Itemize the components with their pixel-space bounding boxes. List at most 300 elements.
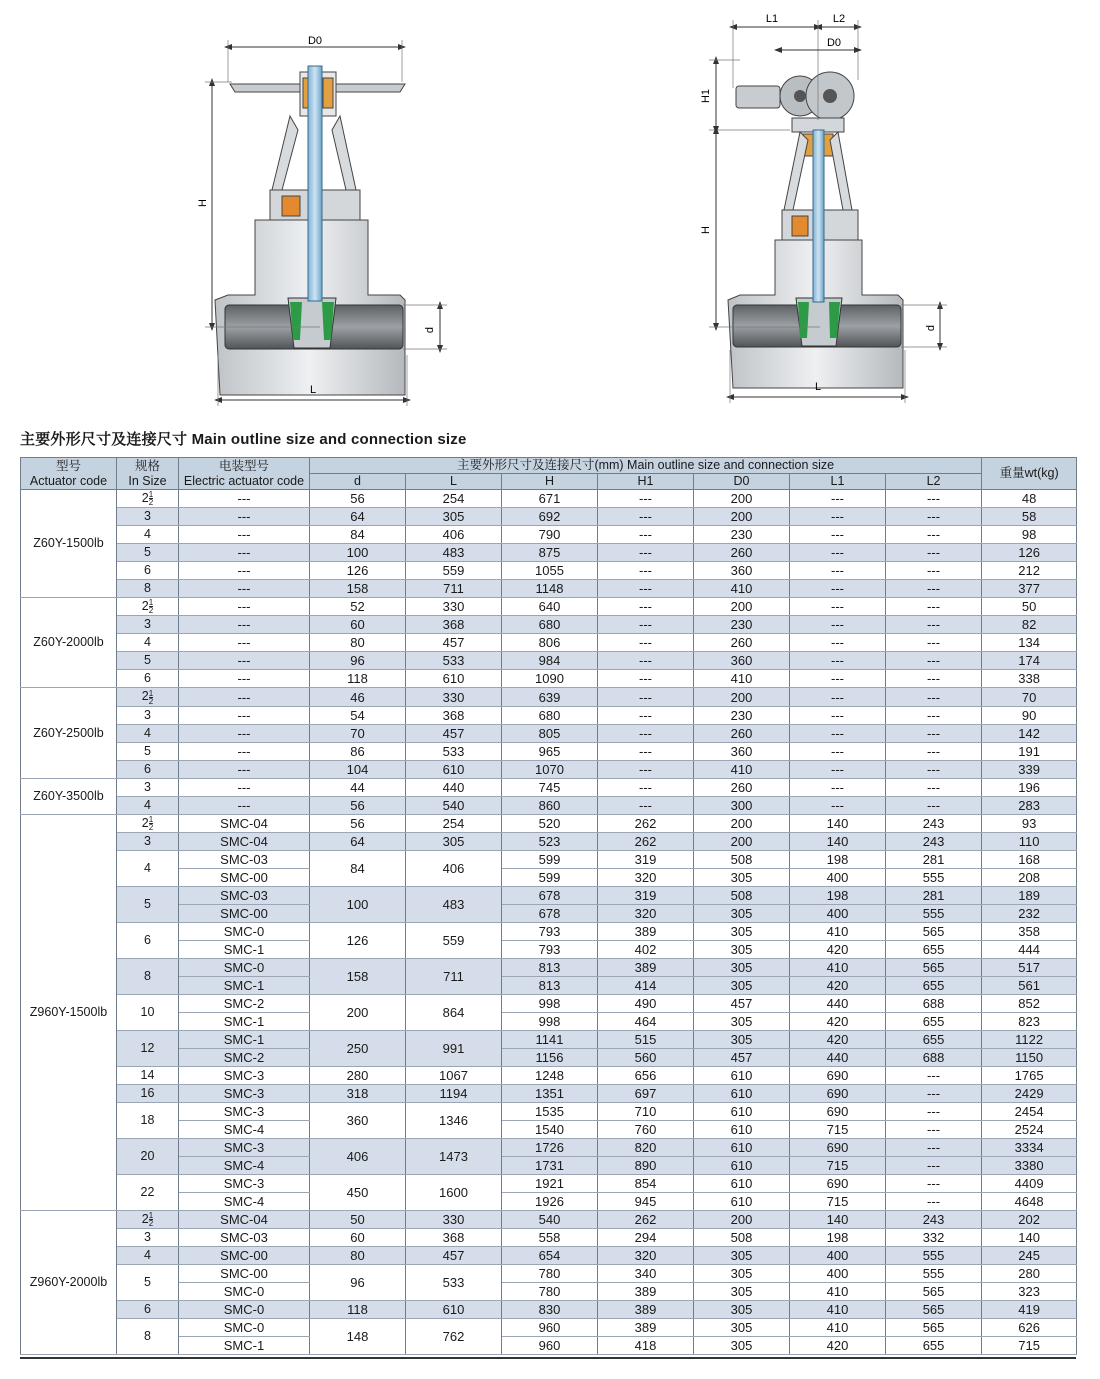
cell-h: 960	[502, 1337, 598, 1355]
cell-elec: ---	[179, 742, 310, 760]
cell-l2: ---	[886, 1156, 982, 1174]
cell-l: 1346	[406, 1102, 502, 1138]
cell-l1: 400	[790, 1265, 886, 1283]
cell-d0: 305	[694, 922, 790, 940]
cell-l1: 400	[790, 868, 886, 886]
cell-l2: ---	[886, 508, 982, 526]
cell-d0: 305	[694, 1301, 790, 1319]
cell-size: 14	[117, 1066, 179, 1084]
cell-l1: ---	[790, 778, 886, 796]
cell-d: 250	[310, 1030, 406, 1066]
cell-wt: 50	[982, 598, 1077, 616]
cell-wt: 90	[982, 706, 1077, 724]
cell-h1: 320	[598, 904, 694, 922]
cell-h: 790	[502, 526, 598, 544]
cell-elec: SMC-0	[179, 922, 310, 940]
cell-d: 56	[310, 796, 406, 814]
cell-l: 368	[406, 1229, 502, 1247]
table-row	[21, 1138, 1077, 1156]
cell-h: 1921	[502, 1174, 598, 1192]
cell-d: 60	[310, 616, 406, 634]
cell-wt: 715	[982, 1337, 1077, 1355]
cell-l2: 555	[886, 1265, 982, 1283]
cell-h1: 320	[598, 1247, 694, 1265]
cell-size: 3	[117, 1229, 179, 1247]
cell-d0: 410	[694, 760, 790, 778]
cell-h1: ---	[598, 526, 694, 544]
cell-d0: 410	[694, 670, 790, 688]
cell-elec: ---	[179, 688, 310, 706]
cell-d0: 260	[694, 778, 790, 796]
cell-h1: 560	[598, 1048, 694, 1066]
cell-size: 5	[117, 544, 179, 562]
cell-size: 20	[117, 1138, 179, 1174]
cell-l2: 281	[886, 850, 982, 868]
cell-wt: 212	[982, 562, 1077, 580]
cell-l: 330	[406, 598, 502, 616]
cell-d: 360	[310, 1102, 406, 1138]
cell-l1: ---	[790, 688, 886, 706]
cell-l2: 243	[886, 832, 982, 850]
cell-h1: 402	[598, 940, 694, 958]
cell-wt: 232	[982, 904, 1077, 922]
cell-d0: 305	[694, 1283, 790, 1301]
cell-l: 254	[406, 490, 502, 508]
cell-l2: ---	[886, 742, 982, 760]
cell-h1: 389	[598, 922, 694, 940]
cell-d0: 300	[694, 796, 790, 814]
cell-wt: 196	[982, 778, 1077, 796]
cell-l1: 420	[790, 1012, 886, 1030]
table-row	[21, 634, 1077, 652]
cell-d: 126	[310, 562, 406, 580]
cell-elec: SMC-0	[179, 958, 310, 976]
header-l1: L1	[790, 474, 886, 490]
cell-h1: 340	[598, 1265, 694, 1283]
cell-l1: 140	[790, 814, 886, 832]
cell-d: 148	[310, 1319, 406, 1355]
drawing-label-d: d	[424, 326, 436, 334]
cell-d0: 260	[694, 634, 790, 652]
table-row	[21, 1066, 1077, 1084]
cell-size: 4	[117, 850, 179, 886]
cell-l2: ---	[886, 706, 982, 724]
cell-l: 305	[406, 508, 502, 526]
cell-h: 830	[502, 1301, 598, 1319]
cell-h: 960	[502, 1319, 598, 1337]
cell-h: 558	[502, 1229, 598, 1247]
cell-d: 86	[310, 742, 406, 760]
header-size-en: In Size	[128, 473, 167, 488]
cell-d0: 305	[694, 904, 790, 922]
cell-h: 599	[502, 850, 598, 868]
cell-wt: 245	[982, 1247, 1077, 1265]
cell-d0: 305	[694, 1265, 790, 1283]
cell-wt: 444	[982, 940, 1077, 958]
cell-h: 813	[502, 976, 598, 994]
cell-size: 3	[117, 706, 179, 724]
cell-d: 126	[310, 922, 406, 958]
cell-d0: 260	[694, 724, 790, 742]
cell-size: 8	[117, 958, 179, 994]
cell-l1: ---	[790, 670, 886, 688]
cell-h: 1540	[502, 1120, 598, 1138]
cell-l1: 715	[790, 1120, 886, 1138]
cell-l2: ---	[886, 598, 982, 616]
cell-h: 678	[502, 904, 598, 922]
cell-h1: 414	[598, 976, 694, 994]
cell-elec: SMC-1	[179, 940, 310, 958]
cell-l: 559	[406, 562, 502, 580]
table-row	[21, 1265, 1077, 1283]
table-row	[21, 832, 1077, 850]
table-row	[21, 976, 1077, 994]
cell-h1: ---	[598, 652, 694, 670]
cell-l1: 420	[790, 940, 886, 958]
cell-size: 18	[117, 1102, 179, 1138]
cell-wt: 1765	[982, 1066, 1077, 1084]
cell-l1: 400	[790, 904, 886, 922]
cell-h1: ---	[598, 724, 694, 742]
cell-size: 2 $\frac{1}{2}$	[117, 688, 179, 706]
dimension-table	[20, 457, 1077, 1355]
cell-h: 1248	[502, 1066, 598, 1084]
cell-l2: ---	[886, 760, 982, 778]
cell-l2: ---	[886, 634, 982, 652]
cell-h1: 490	[598, 994, 694, 1012]
cell-wt: 338	[982, 670, 1077, 688]
cell-l: 305	[406, 832, 502, 850]
cell-h: 692	[502, 508, 598, 526]
cell-size: 5	[117, 886, 179, 922]
cell-l1: 440	[790, 1048, 886, 1066]
cell-l2: 655	[886, 1337, 982, 1355]
cell-l: 711	[406, 580, 502, 598]
cell-elec: SMC-2	[179, 994, 310, 1012]
cell-l2: ---	[886, 796, 982, 814]
cell-d: 56	[310, 814, 406, 832]
cell-size: 22	[117, 1174, 179, 1210]
cell-h: 806	[502, 634, 598, 652]
cell-h1: 389	[598, 1301, 694, 1319]
cell-l2: ---	[886, 778, 982, 796]
cell-elec: ---	[179, 796, 310, 814]
cell-l1: ---	[790, 616, 886, 634]
cell-elec: SMC-2	[179, 1048, 310, 1066]
cell-elec: ---	[179, 724, 310, 742]
cell-h1: ---	[598, 616, 694, 634]
cell-h1: ---	[598, 796, 694, 814]
drawing-label-h1: H1	[700, 88, 712, 104]
cell-l1: 410	[790, 958, 886, 976]
cell-l2: 688	[886, 994, 982, 1012]
cell-d0: 305	[694, 1247, 790, 1265]
table-row	[21, 490, 1077, 508]
cell-elec: SMC-03	[179, 886, 310, 904]
cell-h: 793	[502, 922, 598, 940]
cell-elec: ---	[179, 598, 310, 616]
cell-model: Z960Y-2000lb	[21, 1210, 117, 1354]
cell-size: 3	[117, 616, 179, 634]
cell-h1: 294	[598, 1229, 694, 1247]
cell-d0: 305	[694, 1030, 790, 1048]
cell-l1: ---	[790, 724, 886, 742]
cell-l2: 243	[886, 1210, 982, 1228]
table-body	[21, 490, 1077, 1355]
cell-elec: SMC-00	[179, 904, 310, 922]
table-row	[21, 1283, 1077, 1301]
cell-h1: ---	[598, 688, 694, 706]
cell-l1: ---	[790, 796, 886, 814]
cell-h1: 656	[598, 1066, 694, 1084]
cell-d0: 200	[694, 598, 790, 616]
cell-h1: 820	[598, 1138, 694, 1156]
cell-l: 483	[406, 544, 502, 562]
cell-h: 1141	[502, 1030, 598, 1048]
cell-h: 805	[502, 724, 598, 742]
cell-l1: 715	[790, 1192, 886, 1210]
cell-d0: 305	[694, 976, 790, 994]
drawing-label-h-right: H	[700, 226, 712, 234]
cell-h: 523	[502, 832, 598, 850]
cell-model: Z60Y-2500lb	[21, 688, 117, 778]
cell-l1: 420	[790, 1337, 886, 1355]
table-row	[21, 706, 1077, 724]
cell-elec: SMC-4	[179, 1120, 310, 1138]
cell-l2: ---	[886, 1066, 982, 1084]
cell-wt: 126	[982, 544, 1077, 562]
cell-size: 3	[117, 778, 179, 796]
cell-d: 64	[310, 508, 406, 526]
cell-h: 780	[502, 1283, 598, 1301]
cell-h: 1351	[502, 1084, 598, 1102]
cell-l: 406	[406, 850, 502, 886]
cell-d0: 305	[694, 1012, 790, 1030]
table-row	[21, 1030, 1077, 1048]
cell-d0: 305	[694, 940, 790, 958]
cell-d0: 230	[694, 526, 790, 544]
cell-l1: 440	[790, 994, 886, 1012]
table-row	[21, 904, 1077, 922]
cell-h: 540	[502, 1210, 598, 1228]
cell-d: 318	[310, 1084, 406, 1102]
cell-h1: 389	[598, 1283, 694, 1301]
cell-h: 780	[502, 1265, 598, 1283]
cell-h1: ---	[598, 760, 694, 778]
cell-l: 864	[406, 994, 502, 1030]
cell-elec: ---	[179, 634, 310, 652]
cell-d: 44	[310, 778, 406, 796]
cell-l: 1194	[406, 1084, 502, 1102]
cell-h1: 262	[598, 832, 694, 850]
cell-elec: ---	[179, 778, 310, 796]
cell-d: 200	[310, 994, 406, 1030]
cell-wt: 339	[982, 760, 1077, 778]
cell-h1: 760	[598, 1120, 694, 1138]
cell-h1: 262	[598, 814, 694, 832]
cell-l2: ---	[886, 724, 982, 742]
table-row	[21, 1048, 1077, 1066]
cell-wt: 142	[982, 724, 1077, 742]
cell-elec: ---	[179, 652, 310, 670]
table-row	[21, 886, 1077, 904]
cell-l2: ---	[886, 616, 982, 634]
cell-elec: ---	[179, 616, 310, 634]
cell-model: Z60Y-3500lb	[21, 778, 117, 814]
cell-elec: SMC-3	[179, 1174, 310, 1192]
cell-d0: 200	[694, 508, 790, 526]
cell-wt: 358	[982, 922, 1077, 940]
cell-l2: 655	[886, 1030, 982, 1048]
cell-elec: ---	[179, 580, 310, 598]
cell-elec: SMC-1	[179, 1012, 310, 1030]
cell-d0: 360	[694, 652, 790, 670]
cell-d0: 508	[694, 850, 790, 868]
cell-wt: 377	[982, 580, 1077, 598]
cell-l: 457	[406, 1247, 502, 1265]
cell-d0: 200	[694, 814, 790, 832]
table-row	[21, 940, 1077, 958]
cell-h1: ---	[598, 490, 694, 508]
cell-l1: 690	[790, 1084, 886, 1102]
cell-l: 610	[406, 1301, 502, 1319]
cell-h: 1726	[502, 1138, 598, 1156]
table-row	[21, 1337, 1077, 1355]
cell-size: 4	[117, 634, 179, 652]
cell-elec: SMC-0	[179, 1283, 310, 1301]
header-electric-en: Electric actuator code	[183, 473, 305, 488]
table-row	[21, 616, 1077, 634]
cell-size: 4	[117, 1247, 179, 1265]
header-size	[117, 458, 179, 490]
cell-l1: 715	[790, 1156, 886, 1174]
table-row	[21, 508, 1077, 526]
cell-h: 678	[502, 886, 598, 904]
cell-d0: 610	[694, 1156, 790, 1174]
header-electric	[179, 458, 310, 490]
cell-elec: SMC-04	[179, 832, 310, 850]
table-row	[21, 1012, 1077, 1030]
cell-l1: ---	[790, 490, 886, 508]
header-l2: L2	[886, 474, 982, 490]
cell-l: 330	[406, 1210, 502, 1228]
cell-l: 711	[406, 958, 502, 994]
cell-d0: 200	[694, 832, 790, 850]
cell-elec: SMC-00	[179, 1265, 310, 1283]
cell-l2: 555	[886, 1247, 982, 1265]
cell-d0: 200	[694, 490, 790, 508]
cell-size: 2 $\frac{1}{2}$	[117, 490, 179, 508]
cell-d: 60	[310, 1229, 406, 1247]
drawing-label-l-right: L	[814, 381, 822, 393]
cell-l2: ---	[886, 1084, 982, 1102]
header-model-en: Actuator code	[29, 473, 108, 488]
table-row	[21, 1102, 1077, 1120]
header-h: H	[502, 474, 598, 490]
cell-l2: 565	[886, 1283, 982, 1301]
cell-size: 6	[117, 760, 179, 778]
cell-wt: 93	[982, 814, 1077, 832]
cell-l1: 690	[790, 1174, 886, 1192]
cell-l: 368	[406, 616, 502, 634]
cell-h: 1731	[502, 1156, 598, 1174]
cell-l: 533	[406, 1265, 502, 1301]
cell-l1: 420	[790, 976, 886, 994]
cell-d0: 200	[694, 1210, 790, 1228]
cell-wt: 70	[982, 688, 1077, 706]
cell-size: 8	[117, 1319, 179, 1355]
cell-d0: 457	[694, 1048, 790, 1066]
cell-l: 406	[406, 526, 502, 544]
cell-h1: 515	[598, 1030, 694, 1048]
cell-l2: ---	[886, 490, 982, 508]
cell-wt: 517	[982, 958, 1077, 976]
cell-l1: ---	[790, 562, 886, 580]
cell-l: 533	[406, 742, 502, 760]
cell-l1: ---	[790, 526, 886, 544]
cell-d0: 230	[694, 616, 790, 634]
cell-d0: 610	[694, 1066, 790, 1084]
table-row	[21, 1210, 1077, 1228]
cell-h: 965	[502, 742, 598, 760]
cell-wt: 168	[982, 850, 1077, 868]
cell-l1: 410	[790, 1283, 886, 1301]
cell-l2: ---	[886, 688, 982, 706]
table-row	[21, 580, 1077, 598]
cell-d0: 410	[694, 580, 790, 598]
cell-l: 762	[406, 1319, 502, 1355]
cell-elec: SMC-04	[179, 814, 310, 832]
cell-wt: 2454	[982, 1102, 1077, 1120]
cell-h1: 319	[598, 850, 694, 868]
cell-elec: ---	[179, 670, 310, 688]
cell-l1: 410	[790, 922, 886, 940]
cell-d0: 457	[694, 994, 790, 1012]
table-row	[21, 1247, 1077, 1265]
cell-size: 3	[117, 832, 179, 850]
cell-model: Z960Y-1500lb	[21, 814, 117, 1210]
cell-l2: ---	[886, 670, 982, 688]
cell-d: 158	[310, 580, 406, 598]
cell-d: 46	[310, 688, 406, 706]
cell-l1: 140	[790, 1210, 886, 1228]
cell-d: 118	[310, 1301, 406, 1319]
cell-h: 745	[502, 778, 598, 796]
cell-h: 671	[502, 490, 598, 508]
cell-l1: ---	[790, 652, 886, 670]
cell-d0: 230	[694, 706, 790, 724]
cell-h: 813	[502, 958, 598, 976]
cell-d: 64	[310, 832, 406, 850]
cell-h: 654	[502, 1247, 598, 1265]
cell-l1: 198	[790, 1229, 886, 1247]
cell-elec: SMC-00	[179, 868, 310, 886]
cell-size: 4	[117, 724, 179, 742]
cell-h1: 418	[598, 1337, 694, 1355]
electric-valve-drawing	[700, 13, 947, 403]
cell-wt: 82	[982, 616, 1077, 634]
cell-elec: SMC-1	[179, 976, 310, 994]
cell-wt: 3380	[982, 1156, 1077, 1174]
cell-l2: ---	[886, 1120, 982, 1138]
header-model-cn: 型号	[55, 458, 81, 473]
cell-elec: ---	[179, 490, 310, 508]
cell-h1: ---	[598, 670, 694, 688]
cell-h: 984	[502, 652, 598, 670]
drawing-label-l: L	[309, 384, 317, 396]
cell-size: 5	[117, 742, 179, 760]
header-dimensions-group: 主要外形尺寸及连接尺寸(mm) Main outline size and connection size	[310, 458, 982, 474]
